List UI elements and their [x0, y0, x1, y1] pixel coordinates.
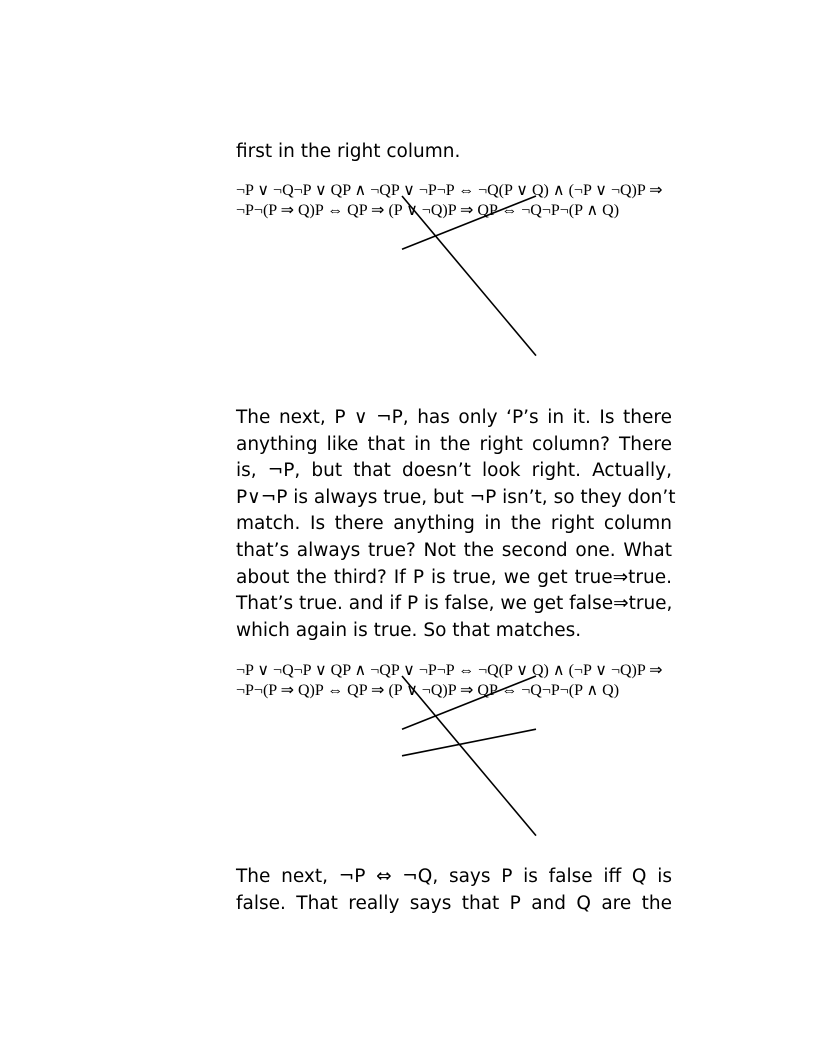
match-line [402, 676, 536, 729]
text-line: P∨¬P is always true, but ¬P isn’t, so they don’t [236, 486, 676, 508]
right-formula: ¬(P ⇒ Q) [253, 202, 315, 219]
text-line: which again is true. So that matches. [236, 619, 582, 641]
match-line [402, 196, 536, 356]
text-line: The next, ¬P ⇔ ¬Q, says P is false iff Q is [236, 866, 672, 887]
match-lines [236, 660, 676, 850]
left-formula: ¬P ⇔ ¬Q [436, 662, 499, 679]
right-formula: P ⇔ Q [314, 682, 359, 699]
text-line: about the third? If P is true, we get true⇒true. [236, 566, 672, 588]
text-line: That’s true. and if P is false, we get false⇒true, [236, 593, 673, 615]
right-formula: ¬(P ⇒ Q) [253, 682, 315, 699]
right-formula: P ⇔ ¬Q [488, 202, 542, 219]
right-formula: P ⇒ Q [447, 682, 489, 699]
left-formula: P ⇒ ¬P [236, 182, 663, 219]
text-line: false. That really says that P and Q are the [236, 892, 672, 914]
text-line: is, ¬P, but that doesn’t look right. Actually, [236, 460, 672, 482]
text-line: match. Is there anything in the right column [236, 513, 672, 535]
left-formula: ¬P ∨ Q [293, 182, 343, 199]
matching-diagram-1 [236, 180, 676, 370]
right-formula: P ⇔ Q [314, 202, 359, 219]
text-line: The next, P ∨ ¬P, has only ‘P’s in it. Is there [236, 407, 672, 428]
paragraph-p-or-not-p [236, 405, 676, 644]
paragraph-not-p-iff-not-q [236, 864, 672, 917]
left-formula: P ⇒ ¬P [236, 662, 663, 699]
right-formula: ¬(P ∧ Q) [559, 682, 620, 699]
left-formula: ¬P ∨ ¬Q [236, 182, 294, 199]
left-formula: ¬P ∨ Q [293, 662, 343, 679]
left-formula: P ∨ ¬P [390, 662, 437, 679]
match-line [402, 729, 536, 756]
right-formula: P ⇒ (P ∨ ¬Q) [358, 682, 448, 699]
right-formula: P ⇒ (P ∨ ¬Q) [358, 202, 448, 219]
left-formula: ¬P ∨ ¬Q [236, 662, 294, 679]
text-line: anything like that in the right column? There [236, 433, 672, 455]
left-formula: P ∧ ¬Q [342, 662, 391, 679]
right-formula: ¬(P ∧ Q) [559, 202, 620, 219]
left-formula: (P ∨ Q) ∧ (¬P ∨ ¬Q) [498, 182, 637, 199]
text-line: that’s always true? Not the second one. What [236, 539, 672, 561]
right-formula: ¬P [541, 682, 560, 699]
match-line [402, 196, 536, 249]
left-formula: P ∨ ¬P [390, 182, 437, 199]
intro-text [236, 139, 672, 166]
text-line: first in the right column. [236, 141, 461, 162]
right-formula: P ⇒ Q [447, 202, 489, 219]
left-formula: ¬P ⇔ ¬Q [436, 182, 499, 199]
match-line [402, 676, 536, 836]
matching-diagram-2 [236, 660, 676, 850]
match-lines [236, 180, 676, 370]
left-formula: P ∧ ¬Q [342, 182, 391, 199]
right-formula: P ⇔ ¬Q [488, 682, 542, 699]
right-formula: ¬P [541, 202, 560, 219]
left-formula: (P ∨ Q) ∧ (¬P ∨ ¬Q) [498, 662, 637, 679]
